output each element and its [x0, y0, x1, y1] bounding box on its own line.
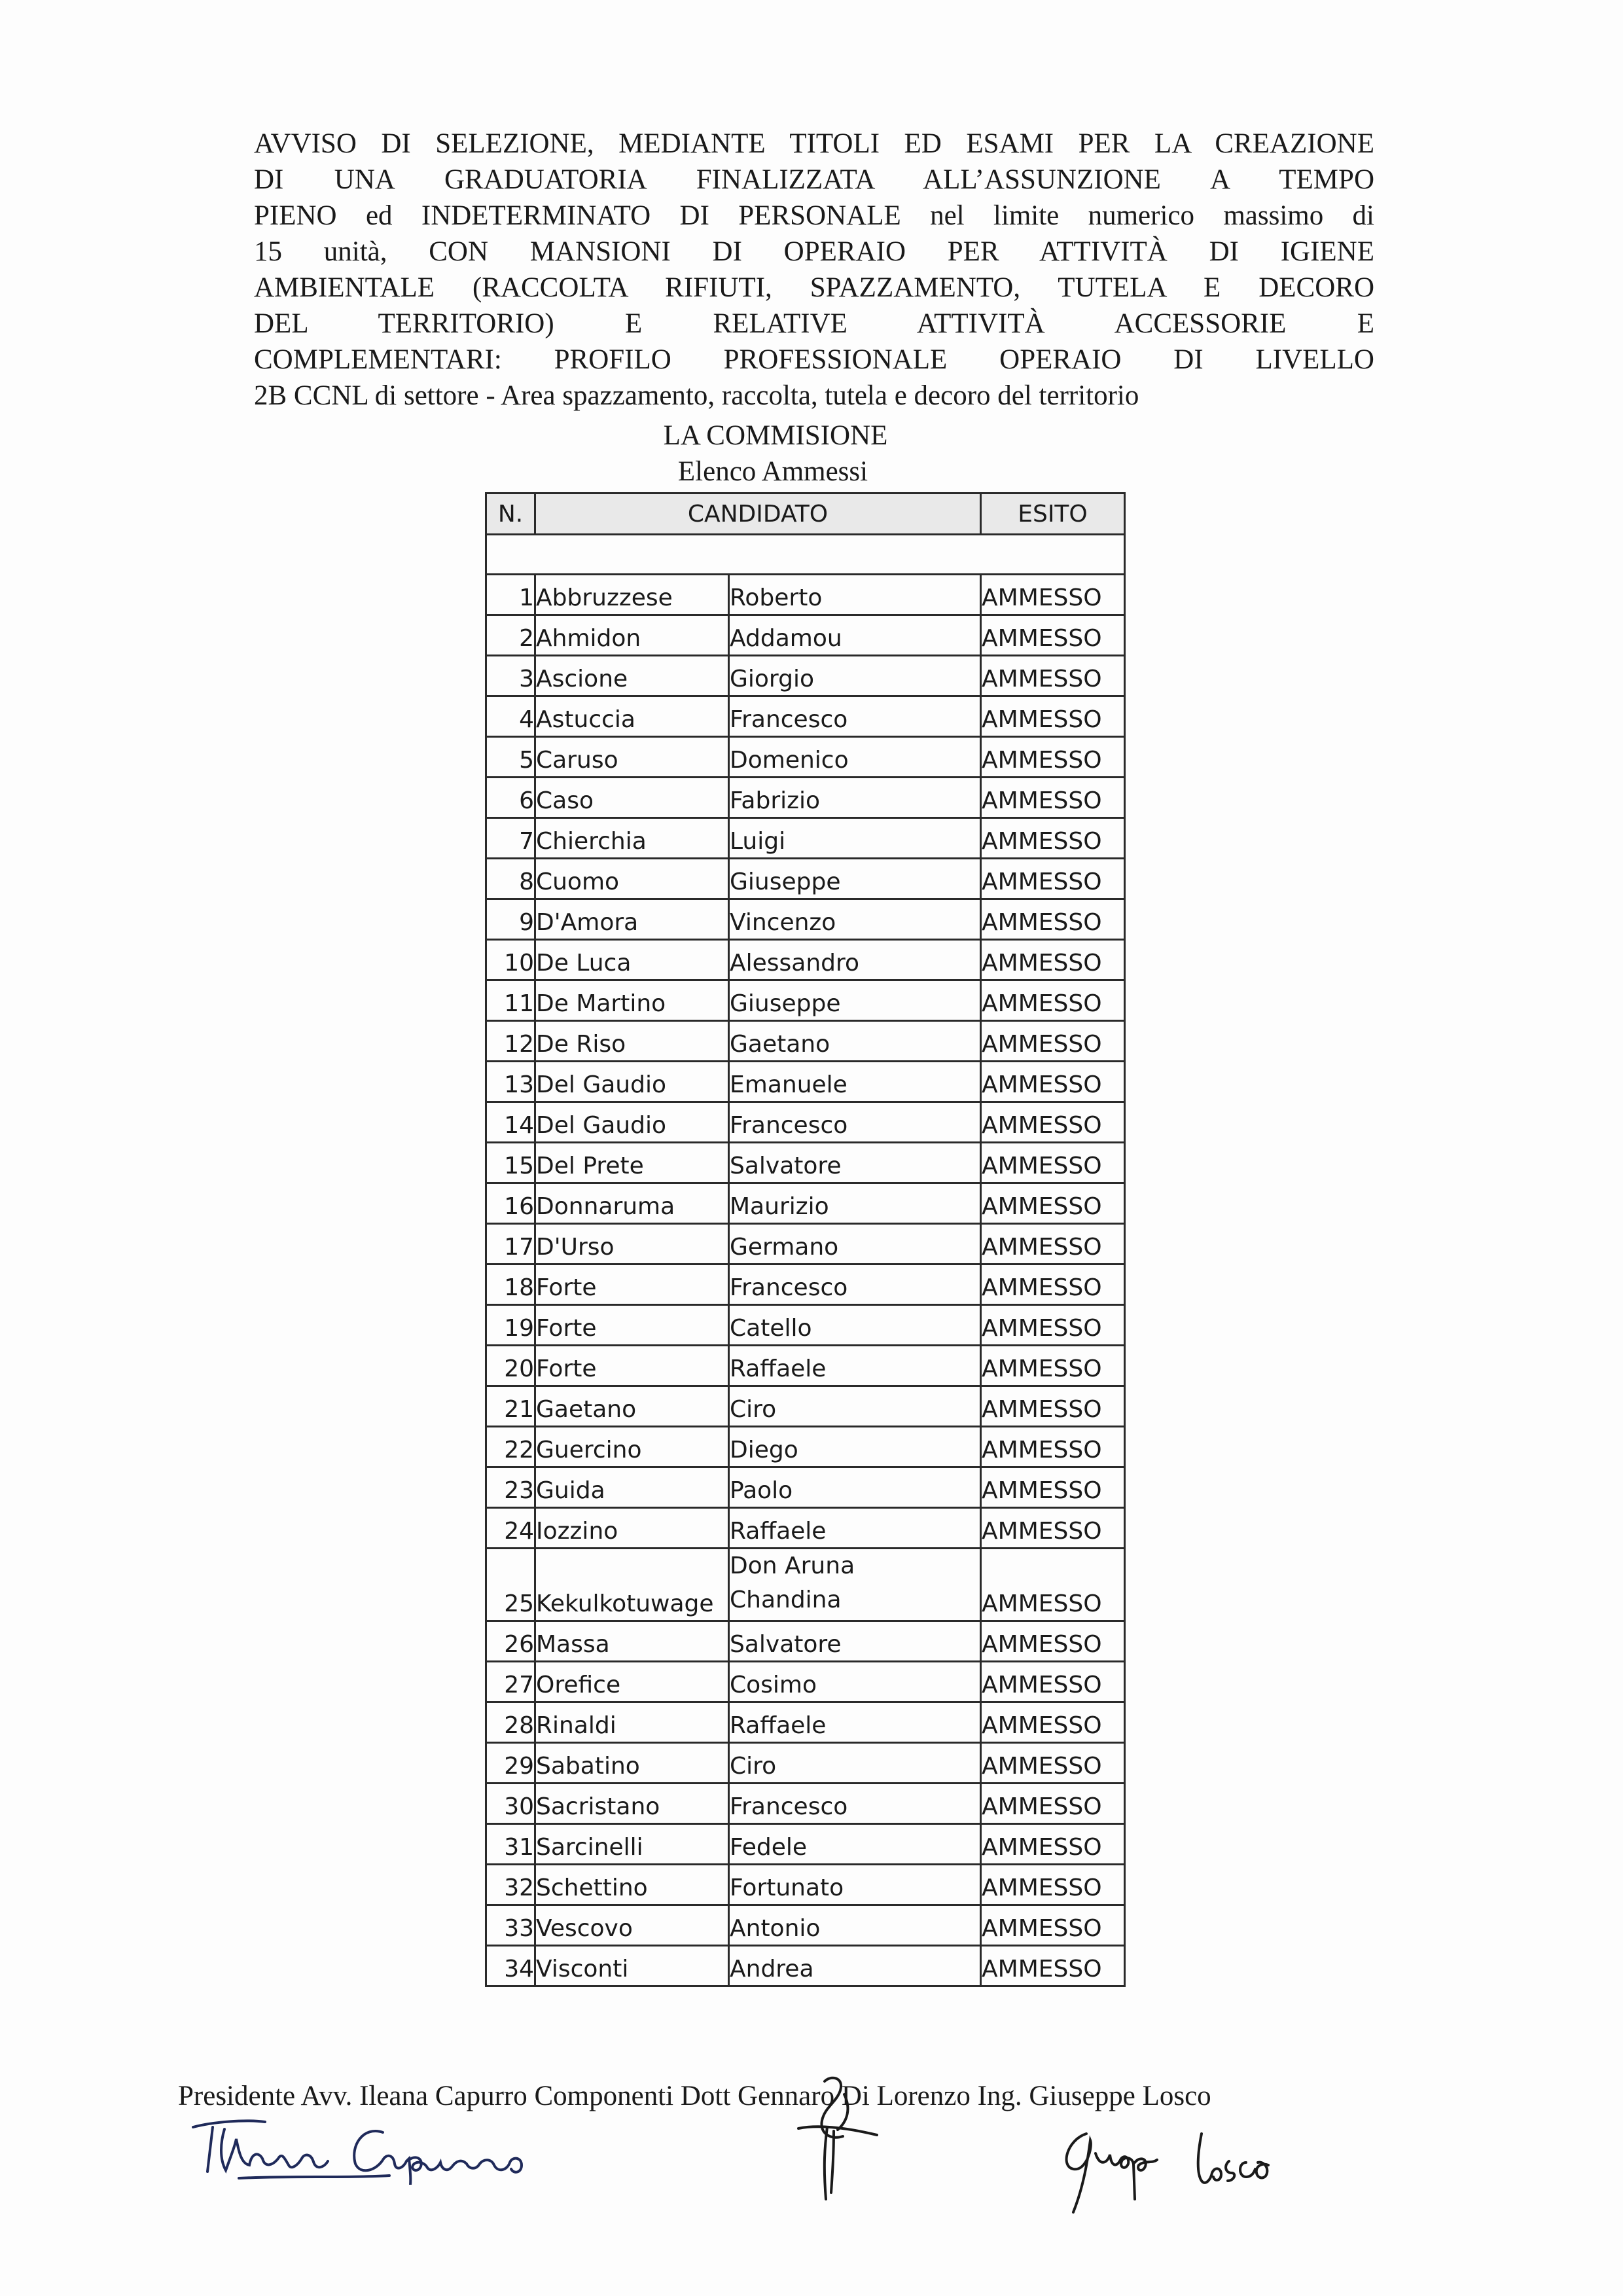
row-esito: AMMESSO: [981, 1621, 1125, 1662]
candidate-surname: Del Prete: [535, 1143, 729, 1183]
table-row: [486, 1386, 1125, 1427]
row-number: 22: [486, 1427, 535, 1467]
table-row: [486, 575, 1125, 615]
row-esito: AMMESSO: [981, 1346, 1125, 1386]
row-number: 8: [486, 859, 535, 899]
candidate-surname: Caso: [535, 778, 729, 818]
candidate-name: Ciro: [729, 1386, 981, 1427]
row-esito: AMMESSO: [981, 1508, 1125, 1549]
candidate-name: Roberto: [729, 575, 981, 615]
candidate-surname: Sacristano: [535, 1784, 729, 1824]
table-row: [486, 1621, 1125, 1662]
candidate-name: Gaetano: [729, 1021, 981, 1062]
row-esito: AMMESSO: [981, 940, 1125, 980]
table-row: [486, 1427, 1125, 1467]
row-esito: AMMESSO: [981, 615, 1125, 656]
row-number: 4: [486, 696, 535, 737]
candidate-name: Maurizio: [729, 1183, 981, 1224]
candidate-name: Emanuele: [729, 1062, 981, 1102]
header-candidate: CANDIDATO: [535, 493, 981, 535]
candidate-name: Diego: [729, 1427, 981, 1467]
candidate-surname: Chierchia: [535, 818, 729, 859]
candidate-name: Fabrizio: [729, 778, 981, 818]
row-esito: AMMESSO: [981, 1386, 1125, 1427]
row-number: 34: [486, 1946, 535, 1986]
candidate-name: Giuseppe: [729, 859, 981, 899]
table-row: [486, 737, 1125, 778]
candidate-surname: Ahmidon: [535, 615, 729, 656]
list-title: Elenco Ammessi: [677, 456, 868, 487]
header-number: N.: [486, 493, 535, 535]
row-esito: AMMESSO: [981, 818, 1125, 859]
candidate-name: Andrea: [729, 1946, 981, 1986]
table-row: [486, 1183, 1125, 1224]
row-esito: AMMESSO: [981, 575, 1125, 615]
row-esito: AMMESSO: [981, 859, 1125, 899]
candidate-surname: Guida: [535, 1467, 729, 1508]
candidate-name: Germano: [729, 1224, 981, 1265]
signature-member-2: [1047, 2121, 1322, 2219]
candidate-name: Vincenzo: [729, 899, 981, 940]
row-esito: AMMESSO: [981, 1467, 1125, 1508]
row-esito: AMMESSO: [981, 1062, 1125, 1102]
row-number: 13: [486, 1062, 535, 1102]
candidate-name: Francesco: [729, 1265, 981, 1305]
row-esito: AMMESSO: [981, 1662, 1125, 1702]
table-row: [486, 1224, 1125, 1265]
row-number: 16: [486, 1183, 535, 1224]
row-esito: AMMESSO: [981, 980, 1125, 1021]
table-row: [486, 1143, 1125, 1183]
row-number: 17: [486, 1224, 535, 1265]
table-row: [486, 1305, 1125, 1346]
row-esito: AMMESSO: [981, 1265, 1125, 1305]
table-row: [486, 615, 1125, 656]
row-number: 25: [486, 1549, 535, 1621]
candidate-name: Alessandro: [729, 940, 981, 980]
row-number: 5: [486, 737, 535, 778]
candidate-surname: Del Gaudio: [535, 1102, 729, 1143]
heading-line: 15 unità, CON MANSIONI DI OPERAIO PER ATTIVITÀ DI IGIENE: [254, 236, 1374, 267]
table-row: [486, 899, 1125, 940]
row-number: 30: [486, 1784, 535, 1824]
candidate-surname: D'Urso: [535, 1224, 729, 1265]
heading-line: COMPLEMENTARI: PROFILO PROFESSIONALE OPERAIO DI LIVELLO: [254, 344, 1374, 375]
candidate-name: Fortunato: [729, 1865, 981, 1905]
row-esito: AMMESSO: [981, 778, 1125, 818]
candidate-surname: Forte: [535, 1265, 729, 1305]
candidate-name: Raffaele: [729, 1702, 981, 1743]
row-esito: AMMESSO: [981, 899, 1125, 940]
row-number: 28: [486, 1702, 535, 1743]
heading-line: AVVISO DI SELEZIONE, MEDIANTE TITOLI ED ESAMI PER LA CREAZIONE: [254, 128, 1374, 159]
row-number: 24: [486, 1508, 535, 1549]
candidate-surname: Ascione: [535, 656, 729, 696]
candidate-surname: Visconti: [535, 1946, 729, 1986]
heading-line: DEL TERRITORIO) E RELATIVE ATTIVITÀ ACCESSORIE E: [254, 308, 1374, 339]
row-esito: AMMESSO: [981, 656, 1125, 696]
row-number: 12: [486, 1021, 535, 1062]
candidate-surname: Cuomo: [535, 859, 729, 899]
row-esito: AMMESSO: [981, 1702, 1125, 1743]
row-number: 1: [486, 575, 535, 615]
table-row: [486, 980, 1125, 1021]
table-header-row: [486, 493, 1125, 535]
row-number: 31: [486, 1824, 535, 1865]
table-row: [486, 1467, 1125, 1508]
row-number: 20: [486, 1346, 535, 1386]
row-number: 29: [486, 1743, 535, 1784]
candidate-surname: D'Amora: [535, 899, 729, 940]
candidate-name: Antonio: [729, 1905, 981, 1946]
table-row: [486, 1946, 1125, 1986]
row-esito: AMMESSO: [981, 1824, 1125, 1865]
table-row: [486, 1346, 1125, 1386]
candidate-name: Fedele: [729, 1824, 981, 1865]
row-number: 18: [486, 1265, 535, 1305]
row-number: 21: [486, 1386, 535, 1427]
table-row: [486, 1905, 1125, 1946]
candidate-name: Domenico: [729, 737, 981, 778]
table-row: [486, 940, 1125, 980]
row-esito: AMMESSO: [981, 1427, 1125, 1467]
candidate-surname: Del Gaudio: [535, 1062, 729, 1102]
row-number: 6: [486, 778, 535, 818]
table-row: [486, 1102, 1125, 1143]
candidate-name: Francesco: [729, 696, 981, 737]
candidate-surname: De Martino: [535, 980, 729, 1021]
table-row: [486, 1784, 1125, 1824]
commission-members: Presidente Avv. Ileana Capurro Componenti Dott Gennaro Di Lorenzo Ing. Giuseppe Losco: [178, 2081, 1211, 2111]
candidate-surname: Schettino: [535, 1865, 729, 1905]
candidate-name: Francesco: [729, 1784, 981, 1824]
blank-row: [486, 535, 1125, 575]
candidate-surname: Forte: [535, 1305, 729, 1346]
table-row: [486, 656, 1125, 696]
table-row: [486, 1743, 1125, 1784]
row-number: 9: [486, 899, 535, 940]
candidate-name: Ciro: [729, 1743, 981, 1784]
row-esito: AMMESSO: [981, 1549, 1125, 1621]
heading-line: AMBIENTALE (RACCOLTA RIFIUTI, SPAZZAMENTO, TUTELA E DECORO: [254, 272, 1374, 303]
heading-line: 2B CCNL di settore - Area spazzamento, raccolta, tutela e decoro del territorio: [254, 380, 1139, 411]
table-row: [486, 1702, 1125, 1743]
commission-title: LA COMMISIONE: [663, 420, 888, 451]
table-row: [486, 1865, 1125, 1905]
commission-block: [0, 418, 1623, 490]
candidate-surname: Orefice: [535, 1662, 729, 1702]
row-number: 2: [486, 615, 535, 656]
row-number: 32: [486, 1865, 535, 1905]
table-row: [486, 1508, 1125, 1549]
candidate-name: Don Aruna Chandina: [729, 1549, 981, 1621]
table-row: [486, 1549, 1125, 1621]
table-row: [486, 1265, 1125, 1305]
table-body: [486, 575, 1125, 1986]
row-number: 19: [486, 1305, 535, 1346]
row-esito: AMMESSO: [981, 1224, 1125, 1265]
header-esito: ESITO: [981, 493, 1125, 535]
row-esito: AMMESSO: [981, 696, 1125, 737]
row-number: 26: [486, 1621, 535, 1662]
notice-heading: [254, 126, 1374, 414]
candidate-surname: De Riso: [535, 1021, 729, 1062]
table-row: [486, 778, 1125, 818]
candidate-surname: Sarcinelli: [535, 1824, 729, 1865]
table-row: [486, 818, 1125, 859]
candidate-name: Luigi: [729, 818, 981, 859]
candidate-name: Salvatore: [729, 1621, 981, 1662]
candidate-surname: Gaetano: [535, 1386, 729, 1427]
table-row: [486, 696, 1125, 737]
heading-line: PIENO ed INDETERMINATO DI PERSONALE nel limite numerico massimo di: [254, 200, 1374, 231]
candidate-name: Raffaele: [729, 1346, 981, 1386]
table-row: [486, 1662, 1125, 1702]
candidate-surname: Astuccia: [535, 696, 729, 737]
row-esito: AMMESSO: [981, 1784, 1125, 1824]
blank-cell: [486, 535, 1125, 575]
candidate-surname: Abbruzzese: [535, 575, 729, 615]
table-row: [486, 1021, 1125, 1062]
signature-member-1: [785, 2068, 883, 2206]
candidate-name: Addamou: [729, 615, 981, 656]
row-number: 33: [486, 1905, 535, 1946]
row-esito: AMMESSO: [981, 1183, 1125, 1224]
candidate-name: Francesco: [729, 1102, 981, 1143]
candidate-surname: Iozzino: [535, 1508, 729, 1549]
row-esito: AMMESSO: [981, 1102, 1125, 1143]
row-number: 7: [486, 818, 535, 859]
row-esito: AMMESSO: [981, 1143, 1125, 1183]
row-number: 27: [486, 1662, 535, 1702]
row-esito: AMMESSO: [981, 1946, 1125, 1986]
row-esito: AMMESSO: [981, 1905, 1125, 1946]
row-esito: AMMESSO: [981, 737, 1125, 778]
candidate-surname: Vescovo: [535, 1905, 729, 1946]
row-esito: AMMESSO: [981, 1021, 1125, 1062]
row-esito: AMMESSO: [981, 1865, 1125, 1905]
candidate-surname: Sabatino: [535, 1743, 729, 1784]
row-number: 10: [486, 940, 535, 980]
row-esito: AMMESSO: [981, 1305, 1125, 1346]
heading-line: DI UNA GRADUATORIA FINALIZZATA ALL’ASSUNZIONE A TEMPO: [254, 164, 1374, 195]
row-number: 15: [486, 1143, 535, 1183]
candidate-surname: Massa: [535, 1621, 729, 1662]
candidate-surname: Kekulkotuwage: [535, 1549, 729, 1621]
candidate-name: Raffaele: [729, 1508, 981, 1549]
table-row: [486, 1062, 1125, 1102]
candidate-surname: Guercino: [535, 1427, 729, 1467]
candidate-name: Catello: [729, 1305, 981, 1346]
candidate-surname: Donnaruma: [535, 1183, 729, 1224]
candidate-surname: Caruso: [535, 737, 729, 778]
row-esito: AMMESSO: [981, 1743, 1125, 1784]
row-number: 14: [486, 1102, 535, 1143]
table-row: [486, 859, 1125, 899]
admitted-table: [485, 492, 1126, 1987]
candidate-name: Giorgio: [729, 656, 981, 696]
candidate-name: Paolo: [729, 1467, 981, 1508]
candidate-surname: Forte: [535, 1346, 729, 1386]
row-number: 3: [486, 656, 535, 696]
candidate-name: Salvatore: [729, 1143, 981, 1183]
table-row: [486, 1824, 1125, 1865]
candidate-name: Cosimo: [729, 1662, 981, 1702]
candidate-surname: De Luca: [535, 940, 729, 980]
row-number: 11: [486, 980, 535, 1021]
candidate-surname: Rinaldi: [535, 1702, 729, 1743]
candidate-name: Giuseppe: [729, 980, 981, 1021]
row-number: 23: [486, 1467, 535, 1508]
signature-president: [187, 2113, 553, 2185]
